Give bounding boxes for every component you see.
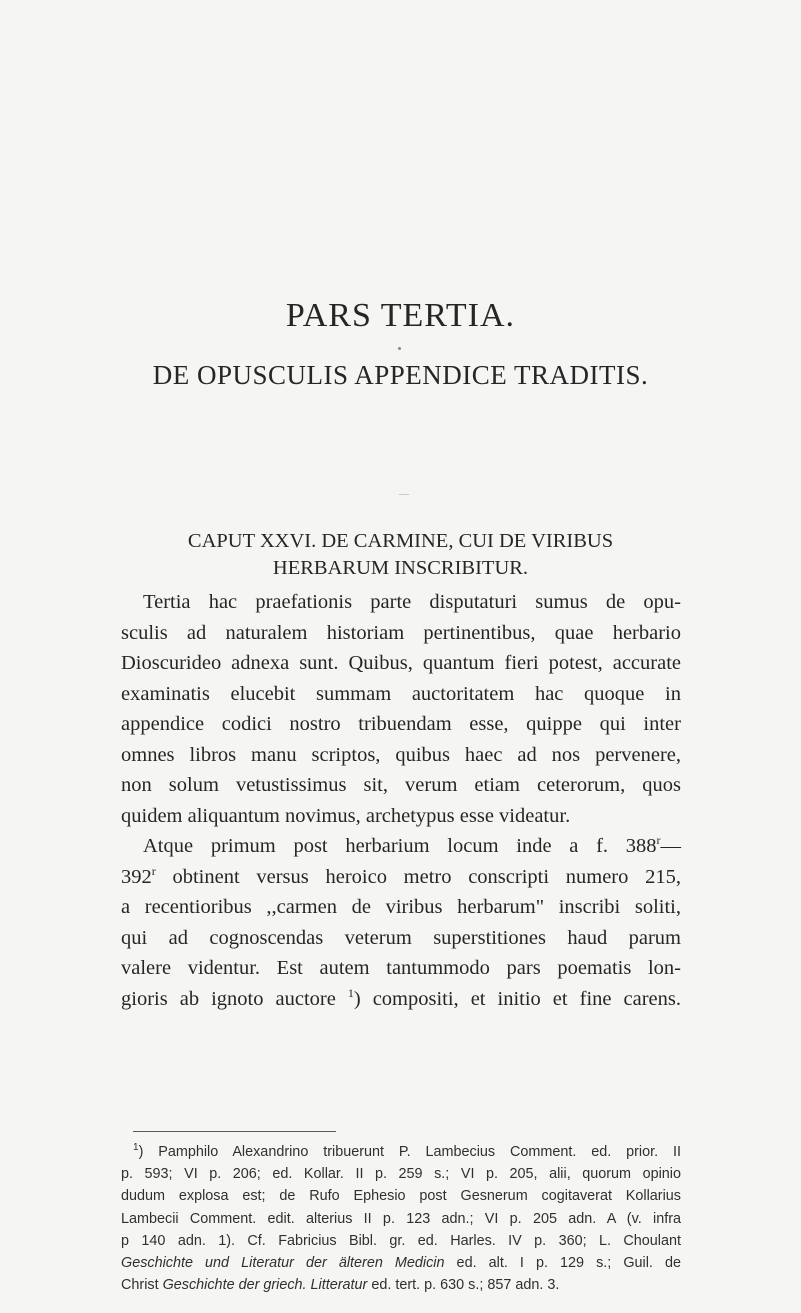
- paragraph-2: [121, 831, 681, 1014]
- chapter-heading-line-1: CAPUT XXVI. DE CARMINE, CUI DE VIRIBUS: [187, 530, 614, 552]
- paragraph-1-line: appendice codici nostro tribuendam esse, quippe qui inter: [121, 713, 681, 735]
- paragraph-2-line: [121, 831, 681, 862]
- footnote-reference: 1: [347, 985, 354, 1000]
- part-subtitle: DE OPUSCULIS APPENDICE TRADITIS.: [152, 360, 649, 390]
- paragraph-2-text: gioris ab ignoto auctore: [121, 987, 348, 1010]
- paragraph-2-line: qui ad cognoscendas veterum superstitiones haud parum: [121, 926, 681, 949]
- footnote-book-title: Geschichte der griech. Litteratur: [162, 1277, 368, 1294]
- footnote-rule: [133, 1131, 336, 1132]
- recto-superscript: r: [151, 863, 156, 878]
- paragraph-1-line: Dioscurideo adnexa sunt. Quibus, quantum fieri potest, accurate: [121, 652, 681, 674]
- paragraph-2-text: ) compositi, et initio et fine carens.: [353, 987, 681, 1010]
- paragraph-1-line: omnes libros manu scriptos, quibus haec ad nos pervenere,: [121, 743, 681, 766]
- paragraph-2-line: [121, 862, 681, 893]
- paragraph-1-line: quidem aliquantum novimus, archetypus esse videatur.: [121, 804, 571, 827]
- print-dot-mark: [398, 347, 401, 350]
- paragraph-2-text: —: [660, 835, 681, 857]
- footnote-text: ) Pamphilo Alexandrino tribuerunt P. Lambecius Comment. ed. prior. II: [138, 1144, 681, 1160]
- footnote-line: [121, 1141, 681, 1163]
- paragraph-2-line: a recentioribus ,,carmen de viribus herbarum" inscribi soliti,: [121, 896, 681, 918]
- paragraph-2-line: [121, 984, 681, 1015]
- paragraph-2-text: 392: [121, 865, 152, 888]
- paragraph-1-line: sculis ad naturalem historiam pertinentibus, quae herbario: [121, 621, 681, 644]
- footnote-line: p 140 adn. 1). Cf. Fabricius Bibl. gr. ed. Harles. IV p. 360; L. Choulant: [121, 1232, 681, 1249]
- footnote-text: Christ: [121, 1277, 163, 1294]
- paragraph-2-text: obtinent versus heroico metro conscripti numero 215,: [155, 865, 681, 888]
- recto-superscript: r: [656, 833, 661, 848]
- paragraph-1-line: non solum vetustissimus sit, verum etiam ceterorum, quos: [121, 774, 681, 796]
- chapter-heading-line-2: HERBARUM INSCRIBITUR.: [272, 557, 529, 579]
- footnote-line: [121, 1252, 681, 1274]
- pars-title: PARS TERTIA.: [285, 297, 516, 334]
- footnote-text: ed. alt. I p. 129 s.; Guil. de: [444, 1255, 681, 1272]
- footnote-line: Lambecii Comment. edit. alterius II p. 123 adn.; VI p. 205 adn. A (v. infra: [121, 1210, 681, 1227]
- paragraph-1-line: Tertia hac praefationis parte disputaturi sumus de opu-: [143, 591, 681, 613]
- paragraph-2-text: Atque primum post herbarium locum inde a f. 388: [143, 835, 657, 857]
- print-dash-mark: [399, 494, 409, 495]
- paragraph-1-line: examinatis elucebit summam auctoritatem hac quoque in: [121, 682, 681, 705]
- body-text: [121, 587, 681, 1014]
- footnote-line: dudum explosa est; de Rufo Ephesio post Gesnerum cogitaverat Kollarius: [121, 1188, 681, 1205]
- footnote-book-title: Geschichte und Literatur der älteren Medicin: [121, 1255, 445, 1272]
- paragraph-2-line: valere videntur. Est autem tantummodo pars poematis lon-: [121, 957, 681, 979]
- footnote-line: p. 593; VI p. 206; ed. Kollar. II p. 259 s.; VI p. 205, alii, quorum opinio: [121, 1166, 681, 1183]
- chapter-heading: [0, 528, 801, 582]
- footnote-line: [121, 1274, 681, 1296]
- footnote-text: ed. tert. p. 630 s.; 857 adn. 3.: [367, 1277, 560, 1294]
- footnote-marker: 1: [133, 1142, 139, 1154]
- footnote: [121, 1141, 681, 1296]
- paragraph-1: [121, 587, 681, 831]
